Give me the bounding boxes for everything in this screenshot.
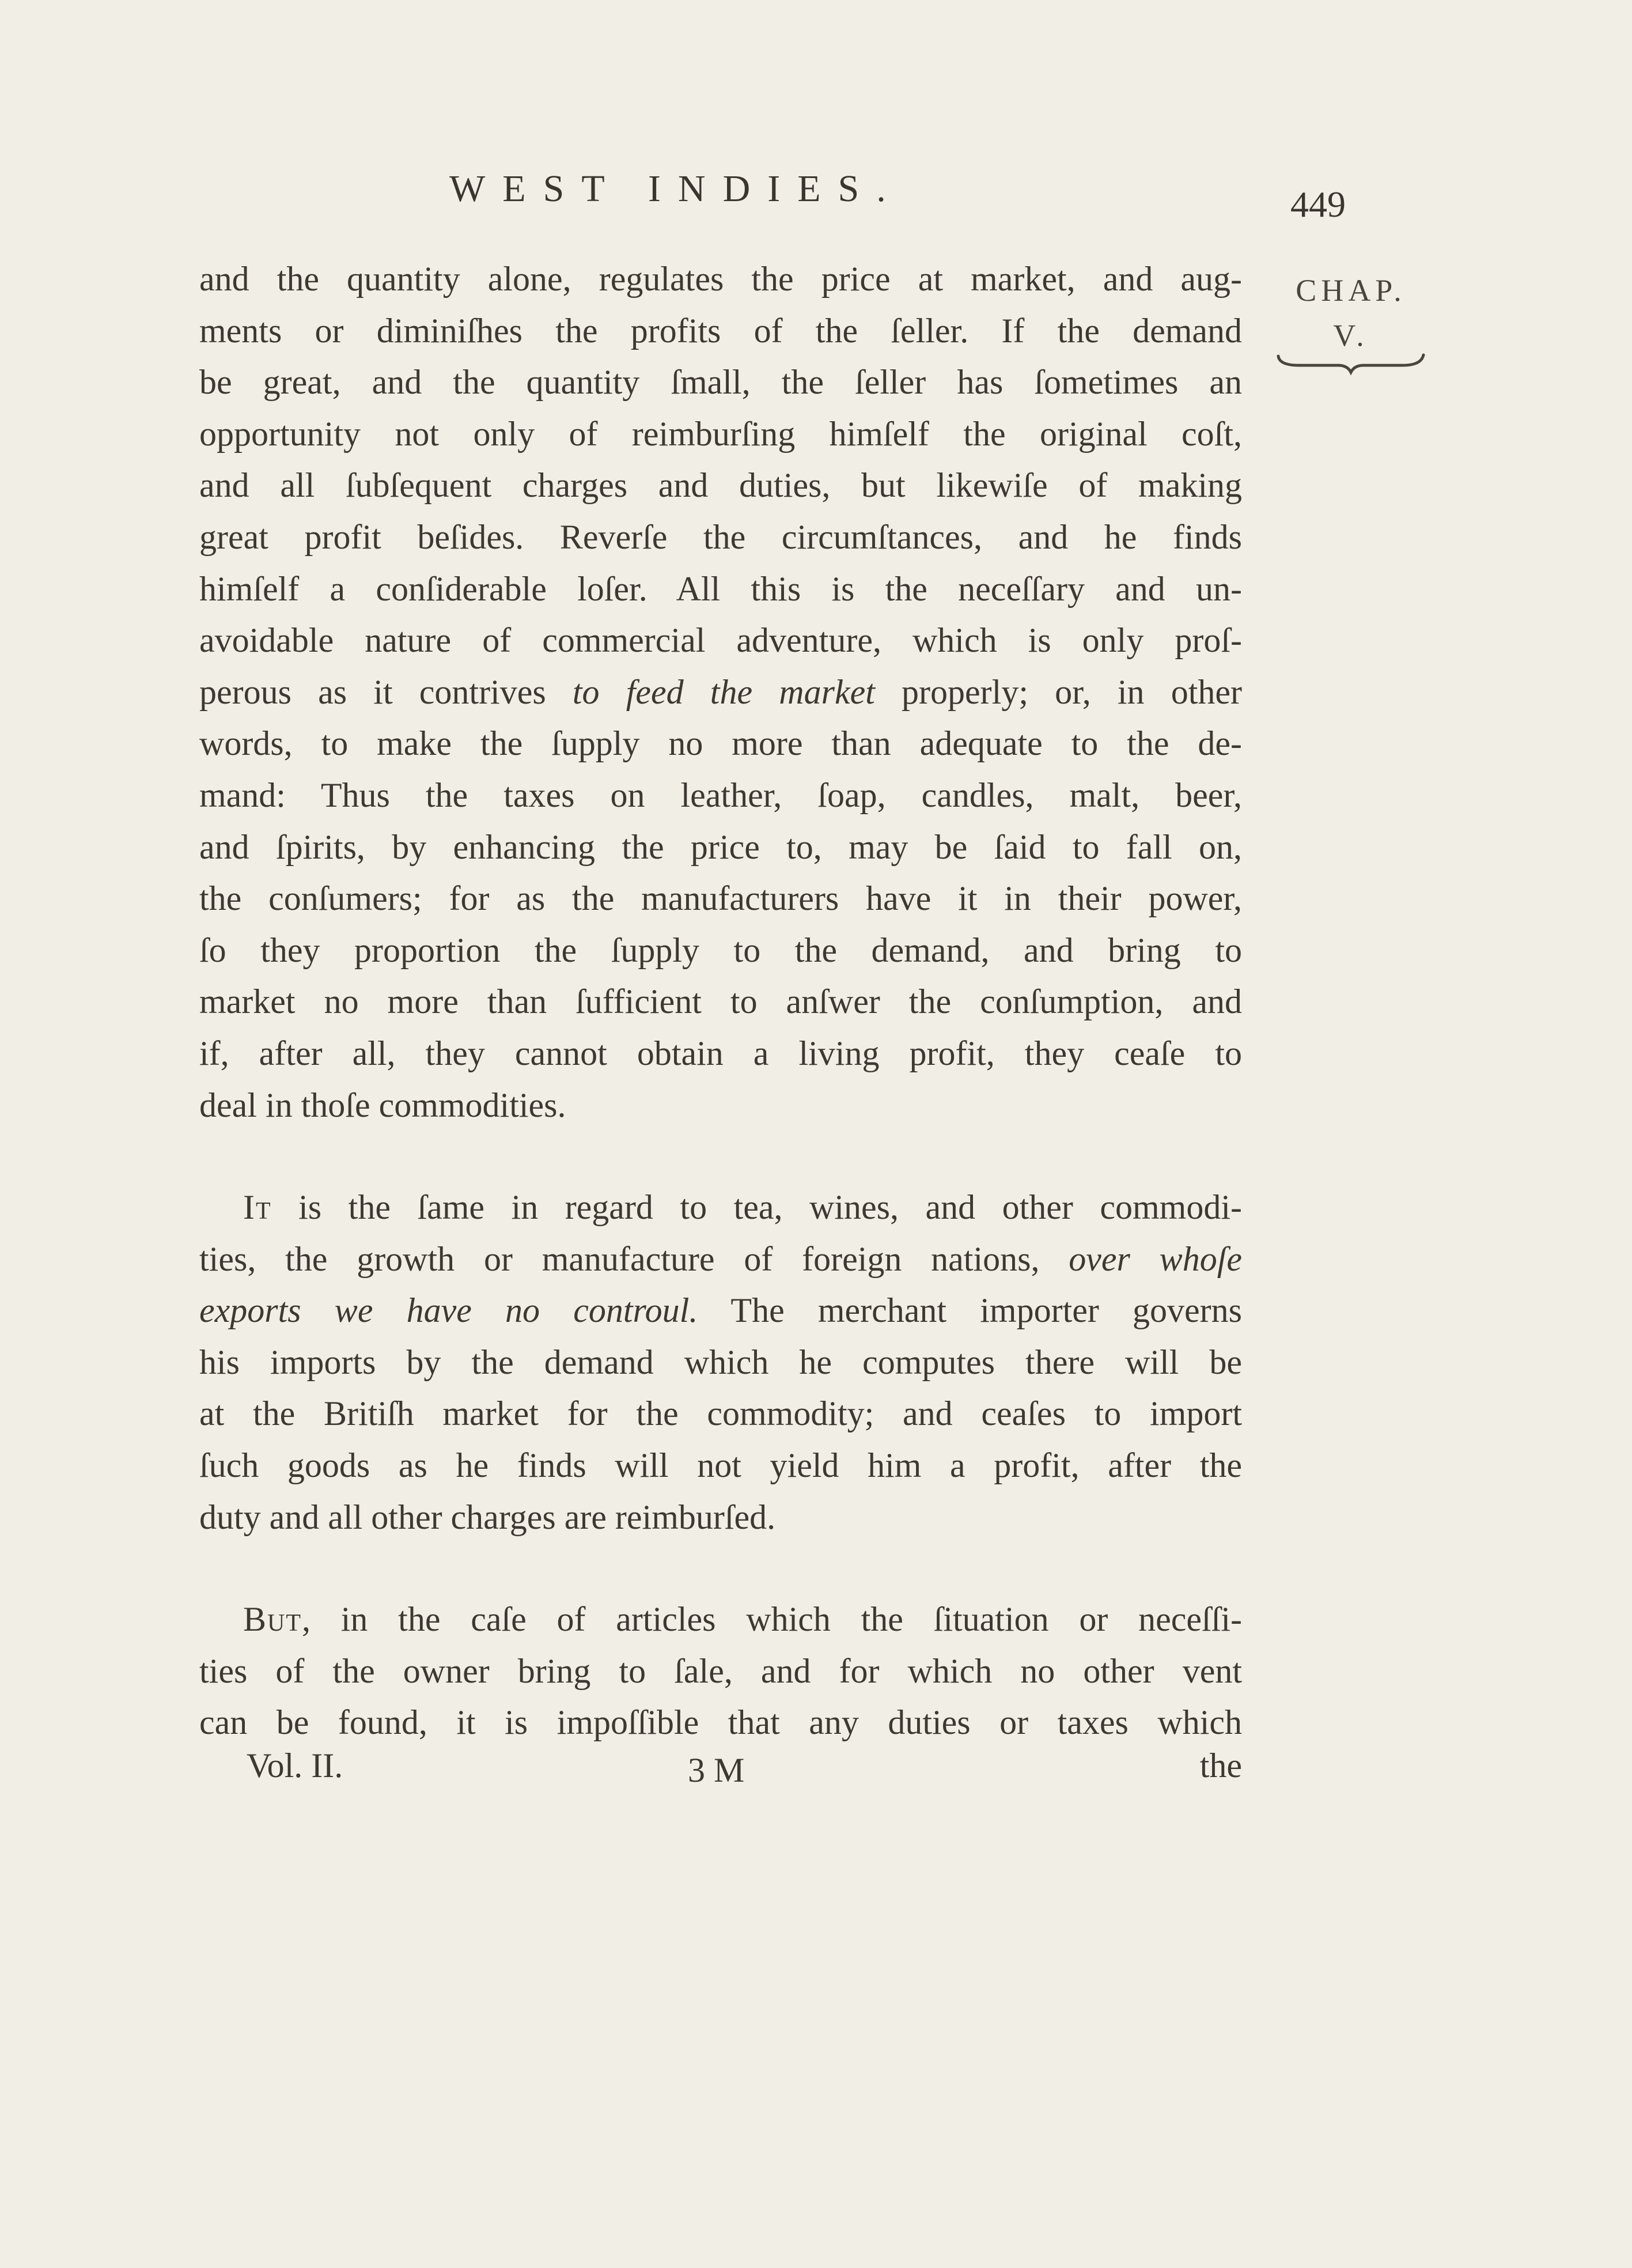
- text-segment: properly; or, in other: [874, 672, 1242, 711]
- text-line: ties of the owner bring to ſale, and for which no other vent: [199, 1651, 1242, 1690]
- paragraph-1: [199, 254, 1242, 1131]
- text-line: and the quantity alone, regulates the price at market, and aug-: [199, 260, 1242, 298]
- page-number: 449: [1290, 184, 1346, 225]
- text-line: the conſumers; for as the manufacturers have it in their power,: [199, 879, 1242, 918]
- text-line: market no more than ſufficient to anſwer the conſumption, and: [199, 982, 1242, 1021]
- text-line: ſuch goods as he finds will not yield him a profit, after the: [199, 1446, 1242, 1485]
- text-line: be great, and the quantity ſmall, the ſeller has ſometimes an: [199, 363, 1242, 402]
- text-line: if, after all, they cannot obtain a living profit, they ceaſe to: [199, 1034, 1242, 1072]
- chapter-sidenote: [1273, 268, 1429, 358]
- text-line: at the Britiſh market for the commodity; and ceaſes to import: [199, 1394, 1242, 1433]
- text-line: avoidable nature of commercial adventure, which is only proſ-: [199, 621, 1242, 660]
- body-text: [199, 254, 1242, 1749]
- paragraph-3: [199, 1594, 1242, 1749]
- paragraph-initial: It: [243, 1188, 272, 1227]
- text-line: opportunity not only of reimburſing himſelf the original coſt,: [199, 414, 1242, 453]
- text-segment: The merchant importer governs: [698, 1291, 1242, 1330]
- paragraph-spacer: [199, 1543, 1242, 1594]
- text-line: [199, 1234, 1242, 1286]
- italic-phrase: over whoſe: [1069, 1239, 1242, 1278]
- text-line: can be found, it is impoſſible that any duties or taxes which: [199, 1703, 1242, 1742]
- text-line: ments or diminiſhes the profits of the ſeller. If the demand: [199, 311, 1242, 350]
- paragraph-spacer: [199, 1131, 1242, 1182]
- text-segment: is the ſame in regard to tea, wines, and other commodi-: [271, 1188, 1242, 1227]
- running-head: WEST INDIES.: [449, 168, 903, 210]
- text-segment: , in the caſe of articles which the ſituation or neceſſi-: [302, 1600, 1242, 1639]
- sidenote-number: V.: [1333, 318, 1369, 353]
- brace-ornament-icon: [1276, 353, 1426, 376]
- text-line: mand: Thus the taxes on leather, ſoap, candles, malt, beer,: [199, 776, 1242, 814]
- paragraph-2: [199, 1182, 1242, 1543]
- text-line: duty and all other charges are reimburſed.: [199, 1498, 776, 1536]
- text-line: [199, 1285, 1242, 1337]
- page-footer: [199, 1746, 1242, 1798]
- signature-mark: 3 M: [688, 1751, 745, 1789]
- catchword: the: [1199, 1747, 1242, 1785]
- italic-phrase: exports we have no controul.: [199, 1291, 698, 1330]
- text-line: ſo they proportion the ſupply to the demand, and bring to: [199, 931, 1242, 969]
- text-line: deal in thoſe commodities.: [199, 1086, 566, 1124]
- text-line: [199, 667, 1242, 719]
- paragraph-initial: But: [243, 1600, 302, 1639]
- text-segment: perous as it contrives: [199, 672, 573, 711]
- sidenote-chap: CHAP.: [1296, 273, 1406, 308]
- text-line: and all ſubſequent charges and duties, but likewiſe of making: [199, 466, 1242, 505]
- text-segment: ties, the growth or manufacture of foreign nations,: [199, 1239, 1069, 1278]
- text-line: words, to make the ſupply no more than adequate to the de-: [199, 724, 1242, 763]
- text-line: his imports by the demand which he computes there will be: [199, 1343, 1242, 1381]
- text-line: [199, 1594, 1242, 1646]
- text-line: and ſpirits, by enhancing the price to, may be ſaid to fall on,: [199, 827, 1242, 866]
- volume-marker: Vol. II.: [247, 1747, 343, 1785]
- italic-phrase: to feed the market: [572, 672, 875, 711]
- text-line: himſelf a conſiderable loſer. All this is the neceſſary and un-: [199, 569, 1242, 608]
- text-line: great profit beſides. Reverſe the circumſtances, and he finds: [199, 517, 1242, 556]
- text-line: [199, 1182, 1242, 1234]
